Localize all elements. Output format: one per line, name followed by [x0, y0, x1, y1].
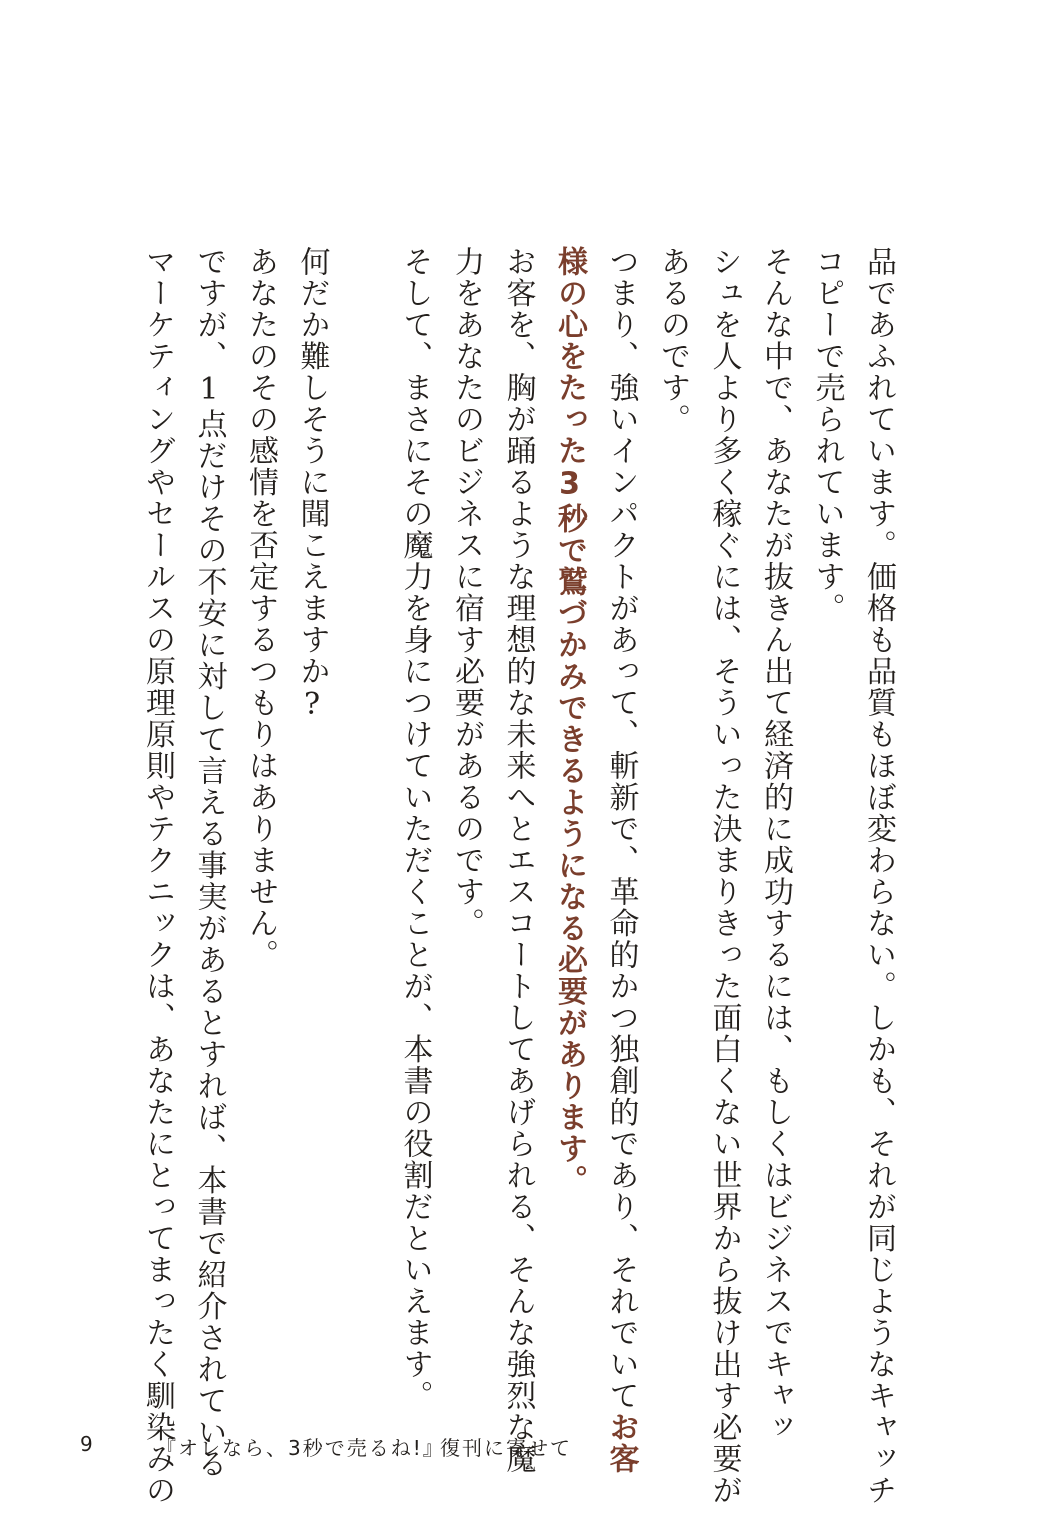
body-text: ですが、1点だけその不安に対して言える事実があるとすれば、本書で紹介されている [191, 246, 227, 1480]
body-text: 品であふれています。価格も品質もほぼ変わらない。しかも、それが同じようなキャッチ [861, 246, 896, 1506]
text-column [291, 246, 333, 724]
text-column [600, 246, 642, 1475]
body-text: そんな中で、あなたが抜きん出て経済的に成功するには、もしくはビジネスでキャッ [758, 246, 793, 1443]
running-head-book-title: 『オレなら、3秒で売るね!』 [156, 1436, 445, 1460]
body-text: 何だか難しそうに聞こえますか? [294, 246, 330, 724]
text-column [394, 246, 436, 1412]
body-text: あるのです。 [655, 246, 690, 435]
text-column [188, 246, 230, 1480]
text-column [445, 246, 487, 939]
text-column [497, 246, 539, 1475]
text-column [754, 246, 796, 1443]
running-head-section-title: 復刊に寄せて [440, 1436, 572, 1460]
body-text: コピーで売られています。 [809, 246, 845, 624]
text-column [548, 246, 590, 1196]
body-text: シュを人より多く稼ぐには、そういった決まりきった面白くない世界から抜け出す必要が [706, 246, 742, 1506]
body-text: 力をあなたのビジネスに宿す必要があるのです。 [449, 246, 484, 939]
body-text: お客を、胸が踊るような理想的な未来へとエスコートしてあげられる、そんな強烈な魔 [500, 246, 536, 1475]
text-column [703, 246, 745, 1506]
page-number: 9 [80, 1432, 95, 1456]
text-column [806, 246, 848, 624]
text-column [857, 246, 899, 1506]
text-column [239, 246, 281, 971]
body-text: マーケティングやセールスの原理原則やテクニックは、あなたにとってまったく馴染みの [140, 246, 175, 1506]
body-text: そして、まさにその魔力を身につけていただくことが、本書の役割だといえます。 [397, 246, 433, 1412]
text-column [136, 246, 178, 1506]
text-column [651, 246, 693, 435]
page-footer [0, 1426, 1056, 1466]
body-text: あなたのその感情を否定するつもりはありません。 [243, 246, 278, 971]
body-text: つまり、強いインパクトがあって、斬新で、革命的かつ独創的であり、それでいて [603, 246, 639, 1412]
emphasis-text: 様の心をたった3秒で鷲づかみできるようになる必要があります。 [552, 246, 587, 1196]
emphasis-text: お客 [603, 1411, 639, 1475]
